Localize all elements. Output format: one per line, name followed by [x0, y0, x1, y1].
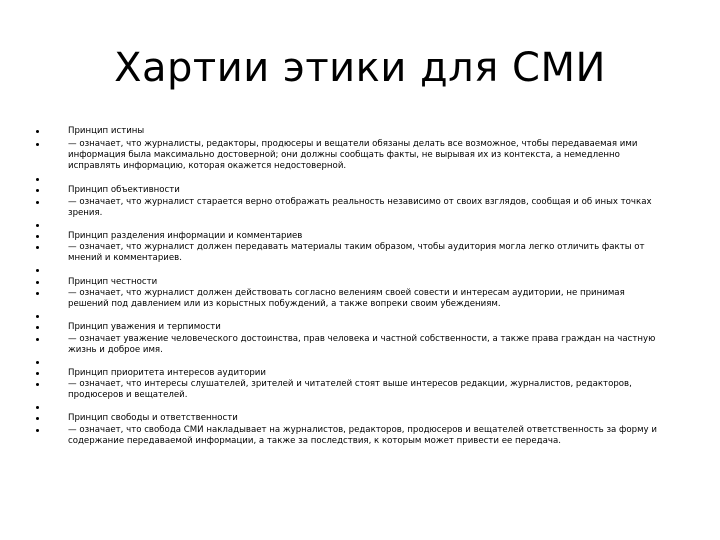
bullet-icon: [36, 178, 39, 181]
slide-title: Хартии этики для СМИ: [114, 45, 606, 91]
bullet-icon: [36, 281, 39, 284]
bullet-icon: [36, 429, 39, 432]
list-item-text: Принцип честности: [68, 277, 158, 287]
bullet-icon: [36, 143, 39, 146]
list-item-text: — означает, что свобода СМИ накладывает на журналистов, редакторов, продюсеров и вещателей ответственность за форму и содержание передаваемой информации, а также за последствия, к которым может привести ее передача.: [68, 425, 657, 447]
list-item-text: Принцип уважения и терпимости: [68, 322, 221, 332]
list-item-text: Принцип разделения информации и комментариев: [68, 231, 303, 241]
list-item-text: — означает, что интересы слушателей, зрителей и читателей стоят выше интересов редакции, журналистов, редакторов, продюсеров и вещателей.: [68, 379, 632, 401]
bullet-icon: [36, 326, 39, 329]
list-item-text: Принцип приоритета интересов аудитории: [68, 368, 266, 378]
bullet-icon: [36, 372, 39, 375]
list-item-text: — означает, что журналист должен передавать материалы таким образом, чтобы аудитория могла легко отличить факты от мнений и комментариев.: [68, 242, 645, 264]
bullet-icon: [36, 361, 39, 364]
list-item-text: — означает, что журналист должен действовать согласно велениям своей совести и интересам аудитории, не принимая решений под давлением или из корыстных побуждений, а также вопреки своим убеждениям.: [68, 288, 625, 310]
bullet-icon: [36, 269, 39, 272]
bullet-icon: [36, 189, 39, 192]
bullet-icon: [36, 235, 39, 238]
list-item-text: Принцип объективности: [68, 185, 180, 195]
bullet-icon: [36, 224, 39, 227]
bullet-icon: [36, 417, 39, 420]
list-item-text: Принцип истины: [68, 126, 145, 136]
bullet-icon: [36, 315, 39, 318]
bullet-icon: [36, 201, 39, 204]
bullet-icon: [36, 292, 39, 295]
bullet-icon: [36, 246, 39, 249]
list-item-text: — означает уважение человеческого достоинства, прав человека и частной собственности, а также права граждан на частную жизнь и доброе имя.: [68, 334, 656, 356]
list-item-text: — означает, что журналисты, редакторы, продюсеры и вещатели обязаны делать все возможное, чтобы передаваемая ими информация была максимально достоверной; они должны сообщать факты, не вырывая их из контекста, а немедленно исправлять информацию, которая окажется недостоверной.: [68, 139, 638, 172]
list-item-text: Принцип свободы и ответственности: [68, 413, 238, 423]
bullet-icon: [36, 383, 39, 386]
list-item-text: — означает, что журналист старается верно отображать реальность независимо от своих взглядов, сообщая и об иных точках зрения.: [68, 197, 652, 219]
bullet-icon: [36, 338, 39, 341]
bullet-icon: [36, 406, 39, 409]
bullet-icon: [36, 130, 39, 133]
